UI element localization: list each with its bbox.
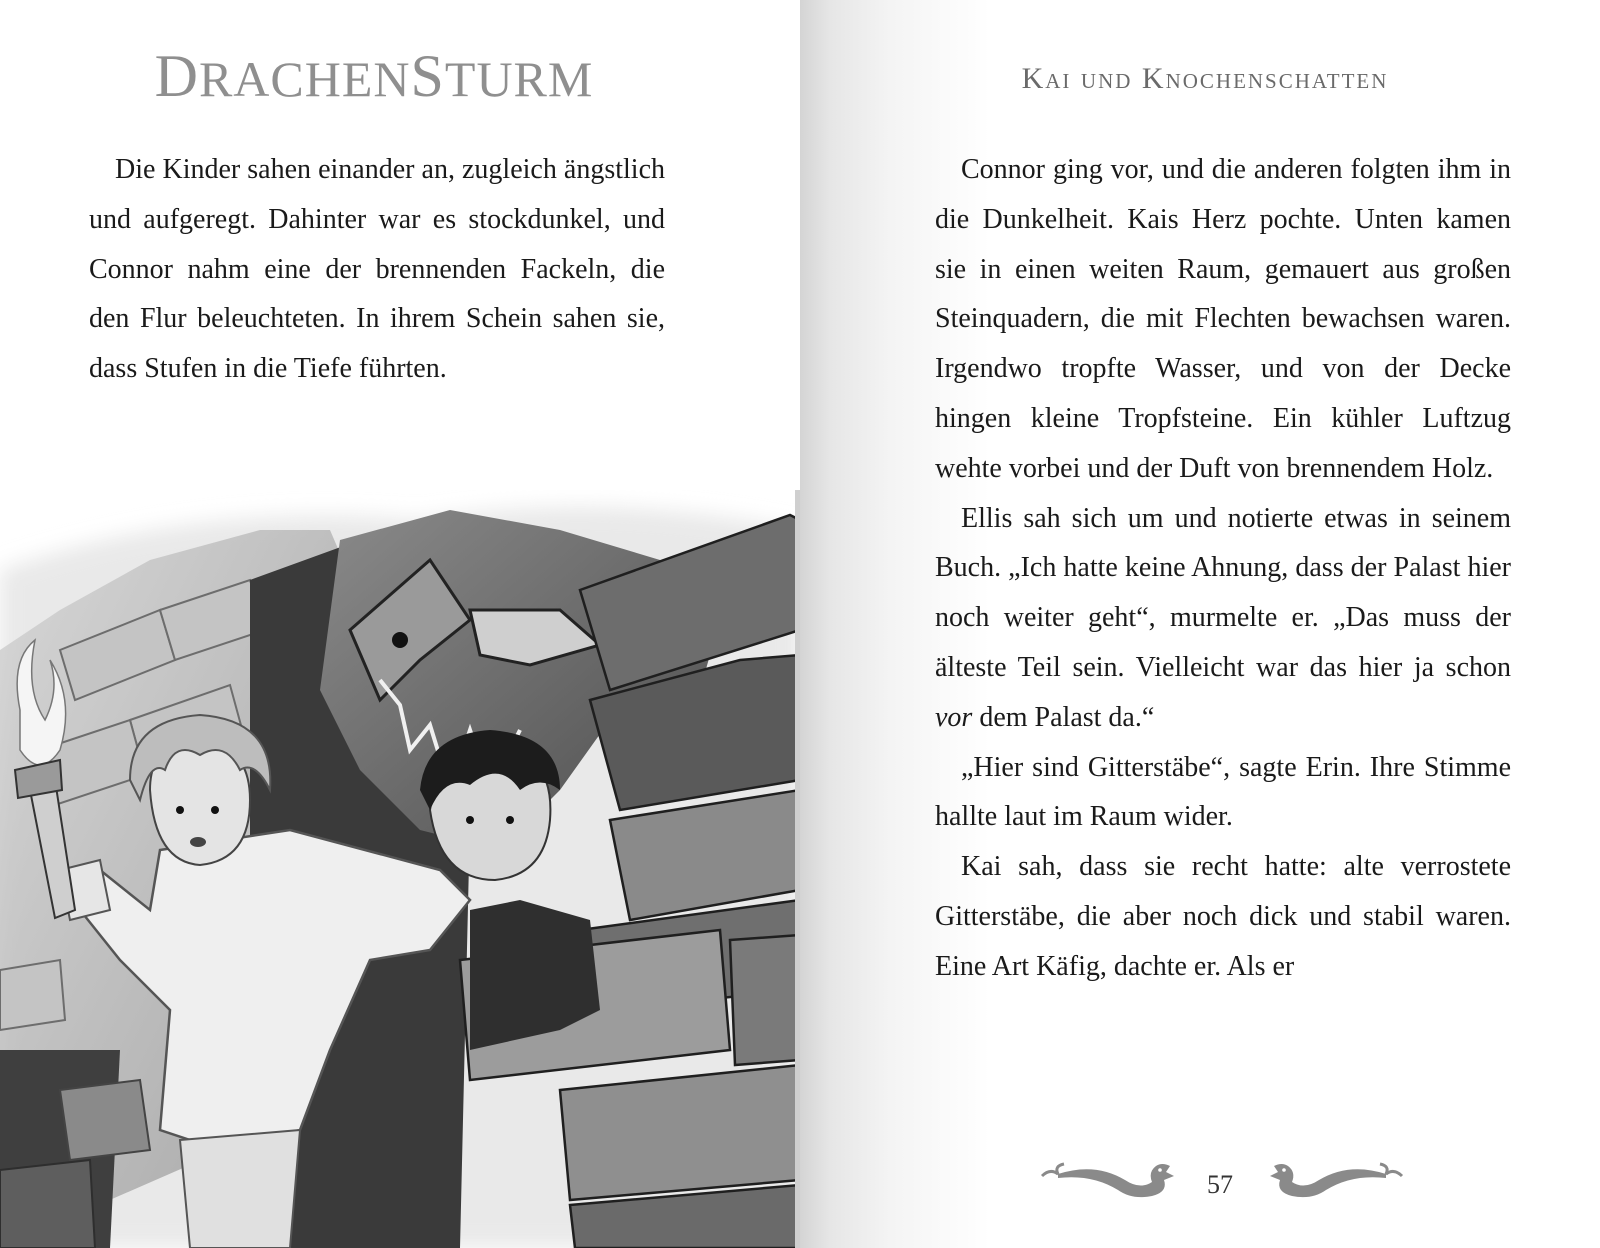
book-series-logo: DRACHENSTURM	[154, 43, 594, 109]
dragon-ornament-right-icon	[1264, 1158, 1404, 1204]
paragraph: Die Kinder sahen einander an, zugleich ängstlich und aufgeregt. Dahinter war es stockdunkel, und Connor nahm eine der brennenden Fackeln, die den Flur beleuchteten. In ihrem Schein sahen sie, dass Stufen in die Tiefe führten.	[89, 154, 665, 385]
paragraph: Ellis sah sich um und notierte etwas in seinem Buch. „Ich hatte keine Ahnung, dass der Palast hier noch weiter geht“, murmelte er. „Das muss der älteste Teil sein. Vielleicht war das hier ja schon vor dem Palast da.“	[935, 502, 1511, 733]
left-body-text	[89, 145, 665, 394]
paragraph: „Hier sind Gitterstäbe“, sagte Erin. Ihre Stimme hallte laut im Raum wider.	[935, 751, 1511, 833]
chapter-title: Kai und Knochenschatten	[1021, 62, 1389, 95]
dragon-ornament-left-icon	[1040, 1158, 1180, 1204]
page-number: 57	[1207, 1170, 1233, 1199]
illustration	[0, 490, 800, 1248]
italic-word: vor	[935, 701, 973, 733]
paragraph: Kai sah, dass sie recht hatte: alte verrostete Gitterstäbe, die aber noch dick und stabil waren. Eine Art Käfig, dachte er. Als er	[935, 851, 1511, 982]
paragraph: Connor ging vor, und die anderen folgten ihm in die Dunkelheit. Kais Herz pochte. Unten kamen sie in einen weiten Raum, gemauert aus großen Steinquadern, die mit Flechten bewachsen waren. Irgendwo tropfte Wasser, und von der Decke hingen kleine Tropfsteine. Ein kühler Luftzug wehte vorbei und der Duft von brennendem Holz.	[935, 154, 1511, 484]
right-body-text	[935, 145, 1511, 992]
